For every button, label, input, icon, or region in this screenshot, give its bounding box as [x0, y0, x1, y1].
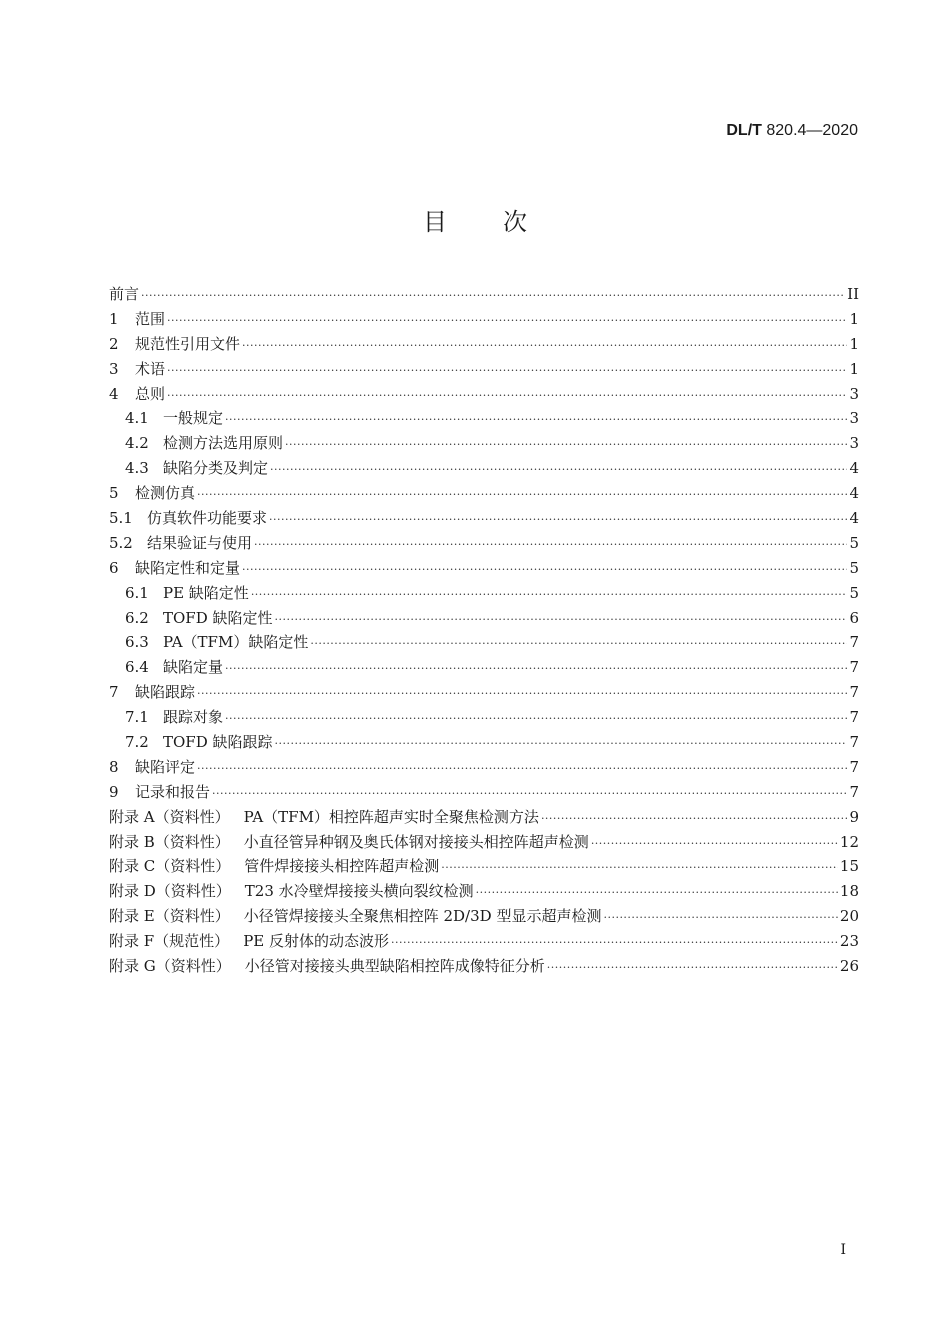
document-code	[726, 122, 858, 140]
toc-entry-label: 跟踪对象	[163, 708, 224, 727]
toc-entry[interactable]	[109, 705, 859, 730]
toc-entry[interactable]	[109, 655, 859, 680]
toc-entry-number: 附录 G（资料性）	[109, 957, 231, 976]
toc-entry-page: 7	[849, 782, 859, 801]
toc-dot-leader	[242, 334, 847, 359]
toc-entry-page: 20	[839, 907, 859, 926]
toc-dot-leader	[441, 856, 838, 881]
toc-dot-leader	[603, 906, 837, 931]
toc-entry-number: 8	[109, 757, 119, 776]
toc-entry-number: 7.2	[125, 733, 149, 752]
toc-entry-label: 缺陷定性和定量	[135, 558, 241, 577]
toc-entry-page: 7	[849, 757, 859, 776]
toc-dot-leader	[225, 408, 847, 433]
toc-entry-page: 7	[849, 683, 859, 702]
toc-entry-page: 3	[849, 409, 859, 428]
toc-dot-leader	[167, 309, 847, 334]
toc-entry-label: 仿真软件功能要求	[147, 509, 268, 528]
toc-dot-leader	[167, 384, 847, 409]
toc-entry[interactable]	[109, 680, 859, 705]
toc-entry-page: 3	[849, 384, 859, 403]
toc-entry-page: 7	[849, 708, 859, 727]
toc-dot-leader	[197, 682, 847, 707]
toc-dot-leader	[391, 931, 838, 956]
toc-dot-leader	[141, 284, 845, 309]
toc-entry-page: 7	[849, 733, 859, 752]
toc-entry[interactable]	[109, 805, 859, 830]
toc-entry-label: 小径管对接接头典型缺陷相控阵成像特征分析	[244, 957, 545, 976]
toc-entry[interactable]	[109, 606, 859, 631]
page-number: I	[840, 1242, 846, 1258]
toc-entry-number: 2	[109, 334, 119, 353]
toc-entry-page: 5	[849, 558, 859, 577]
toc-dot-leader	[310, 632, 847, 657]
toc-entry-number: 6	[109, 558, 119, 577]
toc-entry-page: 1	[849, 309, 859, 328]
toc-entry-label: 一般规定	[163, 409, 224, 428]
toc-dot-leader	[541, 807, 848, 832]
toc-entry-label: 结果验证与使用	[147, 533, 253, 552]
toc-entry-number: 4.3	[125, 459, 149, 478]
toc-dot-leader	[197, 757, 847, 782]
toc-entry[interactable]	[109, 357, 859, 382]
toc-entry-page: 7	[849, 658, 859, 677]
toc-entry[interactable]	[109, 904, 859, 929]
toc-entry-page: 4	[849, 484, 859, 503]
toc-entry[interactable]	[109, 332, 859, 357]
toc-entry[interactable]	[109, 282, 859, 307]
toc-entry-label: 范围	[135, 309, 166, 328]
toc-entry-number: 附录 A（资料性）	[109, 807, 230, 826]
toc-entry-number: 附录 E（资料性）	[109, 907, 230, 926]
toc-entry[interactable]	[109, 630, 859, 655]
toc-dot-leader	[275, 732, 848, 757]
toc-entry-label: 管件焊接接头相控阵超声检测	[244, 857, 440, 876]
toc-entry-page: 12	[839, 832, 859, 851]
toc-entry-label: 检测方法选用原则	[163, 434, 284, 453]
toc-dot-leader	[225, 657, 847, 682]
toc-title: 目次	[423, 208, 583, 236]
toc-entry-number: 5.2	[109, 533, 133, 552]
toc-entry-label: 记录和报告	[135, 782, 211, 801]
toc-entry[interactable]	[109, 830, 859, 855]
toc-entry-number: 4	[109, 384, 119, 403]
toc-entry-number: 6.3	[125, 633, 149, 652]
toc-entry-page: 26	[839, 957, 859, 976]
toc-entry[interactable]	[109, 730, 859, 755]
toc-entry-label: PA（TFM）缺陷定性	[163, 633, 309, 652]
toc-entry[interactable]	[109, 382, 859, 407]
toc-dot-leader	[275, 608, 848, 633]
toc-entry-number: 附录 B（资料性）	[109, 832, 230, 851]
toc-entry-page: 5	[849, 533, 859, 552]
toc-dot-leader	[547, 956, 838, 981]
toc-entry[interactable]	[109, 780, 859, 805]
document-code-number: 820.4—2020	[761, 122, 858, 139]
toc-entry[interactable]	[109, 556, 859, 581]
toc-entry-page: 1	[849, 334, 859, 353]
toc-entry-label: TOFD 缺陷跟踪	[163, 733, 273, 752]
toc-dot-leader	[242, 558, 847, 583]
toc-entry-label: 总则	[135, 384, 166, 403]
toc-entry-label: 术语	[135, 359, 166, 378]
toc-dot-leader	[591, 832, 838, 857]
toc-entry-page: 23	[839, 932, 859, 951]
toc-entry-label: 前言	[109, 285, 140, 303]
toc-entry-number: 6.4	[125, 658, 149, 677]
toc-entry[interactable]	[109, 879, 859, 904]
toc-entry-page: 9	[849, 807, 859, 826]
toc-dot-leader	[285, 433, 847, 458]
toc-entry-label: 缺陷评定	[135, 757, 196, 776]
toc-entry-page: II	[847, 285, 859, 303]
toc-entry-number: 1	[109, 309, 119, 328]
toc-dot-leader	[269, 508, 847, 533]
toc-entry[interactable]	[109, 581, 859, 606]
toc-dot-leader	[197, 483, 847, 508]
toc-entry[interactable]	[109, 854, 859, 879]
toc-entry-page: 6	[849, 608, 859, 627]
toc-entry[interactable]	[109, 506, 859, 531]
toc-entry-page: 15	[839, 857, 859, 876]
toc-entry[interactable]	[109, 406, 859, 431]
toc-entry[interactable]	[109, 929, 859, 954]
toc-entry-number: 附录 D（资料性）	[109, 882, 231, 901]
toc-dot-leader	[251, 583, 848, 608]
toc-entry-label: 小直径管异种钢及奥氏体钢对接接头相控阵超声检测	[243, 832, 589, 851]
toc-entry[interactable]	[109, 954, 859, 979]
toc-dot-leader	[167, 359, 847, 384]
toc-entry-number: 6.1	[125, 583, 149, 602]
toc-entry-label: 检测仿真	[135, 484, 196, 503]
toc-entry-number: 5.1	[109, 509, 133, 528]
toc-entry-number: 附录 C（资料性）	[109, 857, 231, 876]
toc-entry-number: 5	[109, 484, 119, 503]
toc-entry-label: PE 反射体的动态波形	[243, 932, 389, 951]
toc-entry-page: 3	[849, 434, 859, 453]
toc-entry[interactable]	[109, 481, 859, 506]
toc-entry-label: PE 缺陷定性	[163, 583, 249, 602]
toc-entry-number: 附录 F（规范性）	[109, 932, 230, 951]
table-of-contents	[109, 282, 859, 979]
toc-entry-number: 6.2	[125, 608, 149, 627]
toc-entry-page: 4	[849, 509, 859, 528]
toc-entry[interactable]	[109, 531, 859, 556]
toc-entry-label: 缺陷跟踪	[135, 683, 196, 702]
toc-entry-label: 缺陷定量	[163, 658, 224, 677]
toc-entry-number: 3	[109, 359, 119, 378]
toc-entry[interactable]	[109, 456, 859, 481]
toc-entry-number: 7.1	[125, 708, 149, 727]
toc-entry[interactable]	[109, 307, 859, 332]
toc-dot-leader	[225, 707, 847, 732]
toc-entry-page: 7	[849, 633, 859, 652]
toc-entry-label: TOFD 缺陷定性	[163, 608, 273, 627]
toc-dot-leader	[254, 533, 847, 558]
toc-entry-label: 缺陷分类及判定	[163, 459, 269, 478]
toc-entry-page: 5	[849, 583, 859, 602]
toc-dot-leader	[270, 458, 847, 483]
toc-entry-label: 小径管焊接接头全聚焦相控阵 2D/3D 型显示超声检测	[243, 907, 602, 926]
toc-entry-page: 18	[839, 882, 859, 901]
document-code-prefix: DL/T	[726, 122, 762, 139]
toc-dot-leader	[212, 782, 847, 807]
toc-entry-number: 7	[109, 683, 119, 702]
toc-entry-label: PA（TFM）相控阵超声实时全聚焦检测方法	[243, 807, 539, 826]
toc-entry-number: 4.2	[125, 434, 149, 453]
toc-entry-label: 规范性引用文件	[135, 334, 241, 353]
toc-entry-page: 4	[849, 459, 859, 478]
toc-entry[interactable]	[109, 755, 859, 780]
toc-entry-page: 1	[849, 359, 859, 378]
toc-entry-label: T23 水冷壁焊接接头横向裂纹检测	[244, 882, 474, 901]
toc-entry-number: 4.1	[125, 409, 149, 428]
toc-entry[interactable]	[109, 431, 859, 456]
toc-entry-number: 9	[109, 782, 119, 801]
toc-dot-leader	[476, 881, 838, 906]
